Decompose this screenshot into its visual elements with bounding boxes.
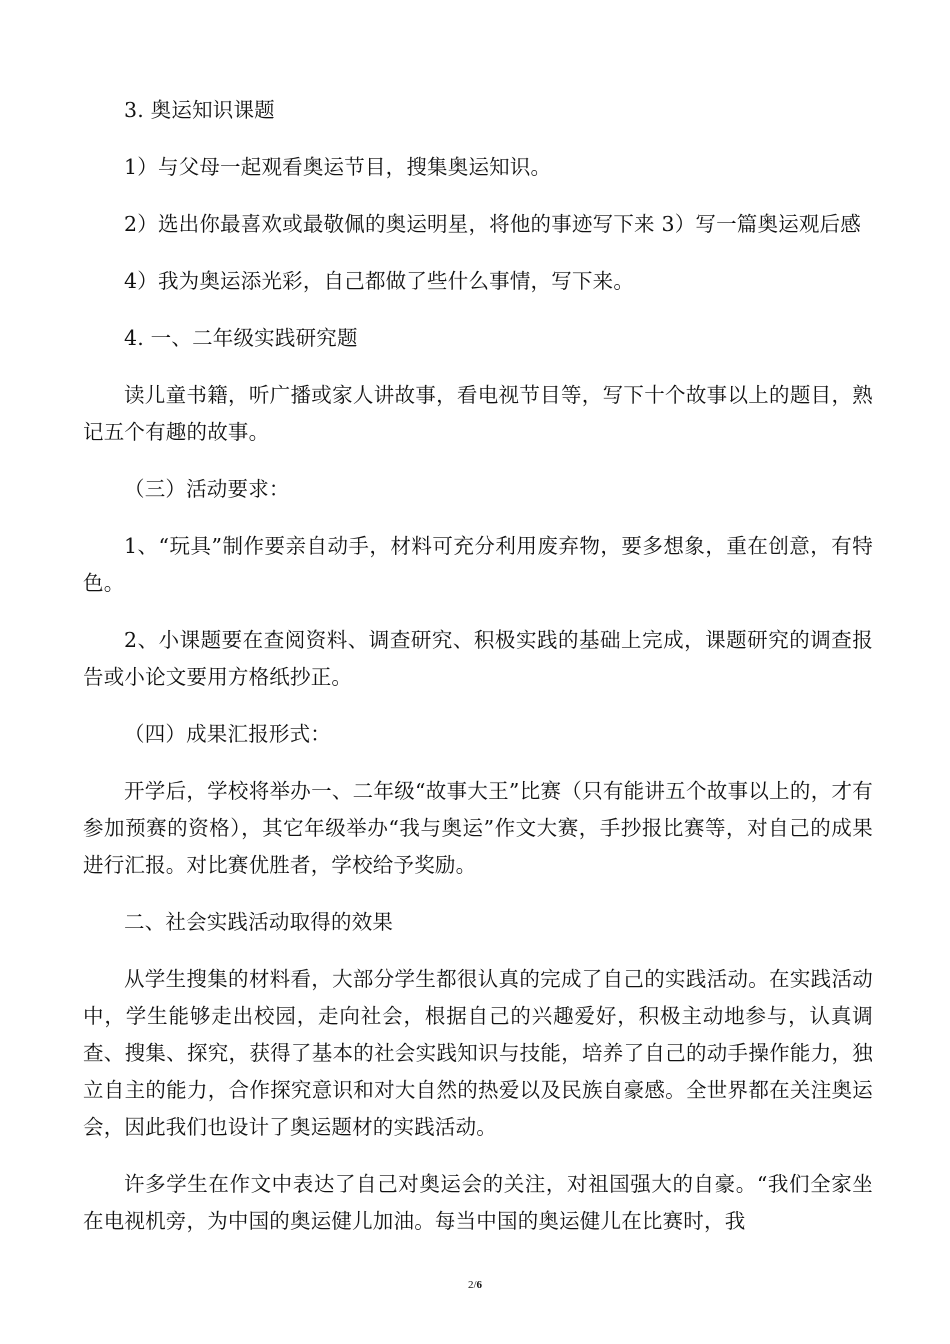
- paragraph-olympic-knowledge-topic: 3. 奥运知识课题: [124, 98, 275, 122]
- paragraph-requirement-1: 1、“玩具”制作要亲自动手，材料可充分利用废弃物，要多想象，重在创意，有特色。: [83, 534, 873, 595]
- section-heading-results-report: （四）成果汇报形式：: [124, 722, 331, 746]
- document-body: [83, 92, 873, 1260]
- section-heading-requirements: （三）活动要求：: [124, 477, 290, 501]
- section-heading-effects: 二、社会实践活动取得的效果: [124, 910, 394, 934]
- page-number: [0, 1279, 950, 1291]
- paragraph-student-essays: 许多学生在作文中表达了自己对奥运会的关注，对祖国强大的自豪。“我们全家坐在电视机旁，为中国的奥运健儿加油。每当中国的奥运健儿在比赛时，我: [83, 1172, 873, 1233]
- paragraph-grade-research-topic: 4. 一、二年级实践研究题: [124, 326, 358, 350]
- paragraph-requirement-2: 2、小课题要在查阅资料、调查研究、积极实践的基础上完成，课题研究的调查报告或小论文要用方格纸抄正。: [83, 628, 873, 689]
- paragraph-competition: 开学后，学校将举办一、二年级“故事大王”比赛（只有能讲五个故事以上的，才有参加预赛的资格），其它年级举办“我与奥运”作文大赛，手抄报比赛等，对自己的成果进行汇报。对比赛优胜者，学校给予奖励。: [83, 779, 873, 877]
- paragraph-reading-stories: 读儿童书籍，听广播或家人讲故事，看电视节目等，写下十个故事以上的题目，熟记五个有趣的故事。: [83, 383, 873, 444]
- current-page-number: 2: [467, 1279, 474, 1291]
- paragraph-item-4: 4）我为奥运添光彩，自己都做了些什么事情，写下来。: [124, 269, 635, 293]
- paragraph-item-2-3: 2）选出你最喜欢或最敬佩的奥运明星，将他的事迹写下来 3）写一篇奥运观后感: [124, 212, 861, 236]
- page-number-separator: /: [473, 1279, 477, 1291]
- total-page-count: 6: [476, 1279, 483, 1291]
- paragraph-item-1: 1）与父母一起观看奥运节目，搜集奥运知识。: [124, 155, 552, 179]
- paragraph-student-materials: 从学生搜集的材料看，大部分学生都很认真的完成了自己的实践活动。在实践活动中，学生能够走出校园，走向社会，根据自己的兴趣爱好，积极主动地参与，认真调查、搜集、探究，获得了基本的社会实践知识与技能，培养了自己的动手操作能力，独立自主的能力，合作探究意识和对大自然的热爱以及民族自豪感。全世界都在关注奥运会，因此我们也设计了奥运题材的实践活动。: [83, 967, 873, 1139]
